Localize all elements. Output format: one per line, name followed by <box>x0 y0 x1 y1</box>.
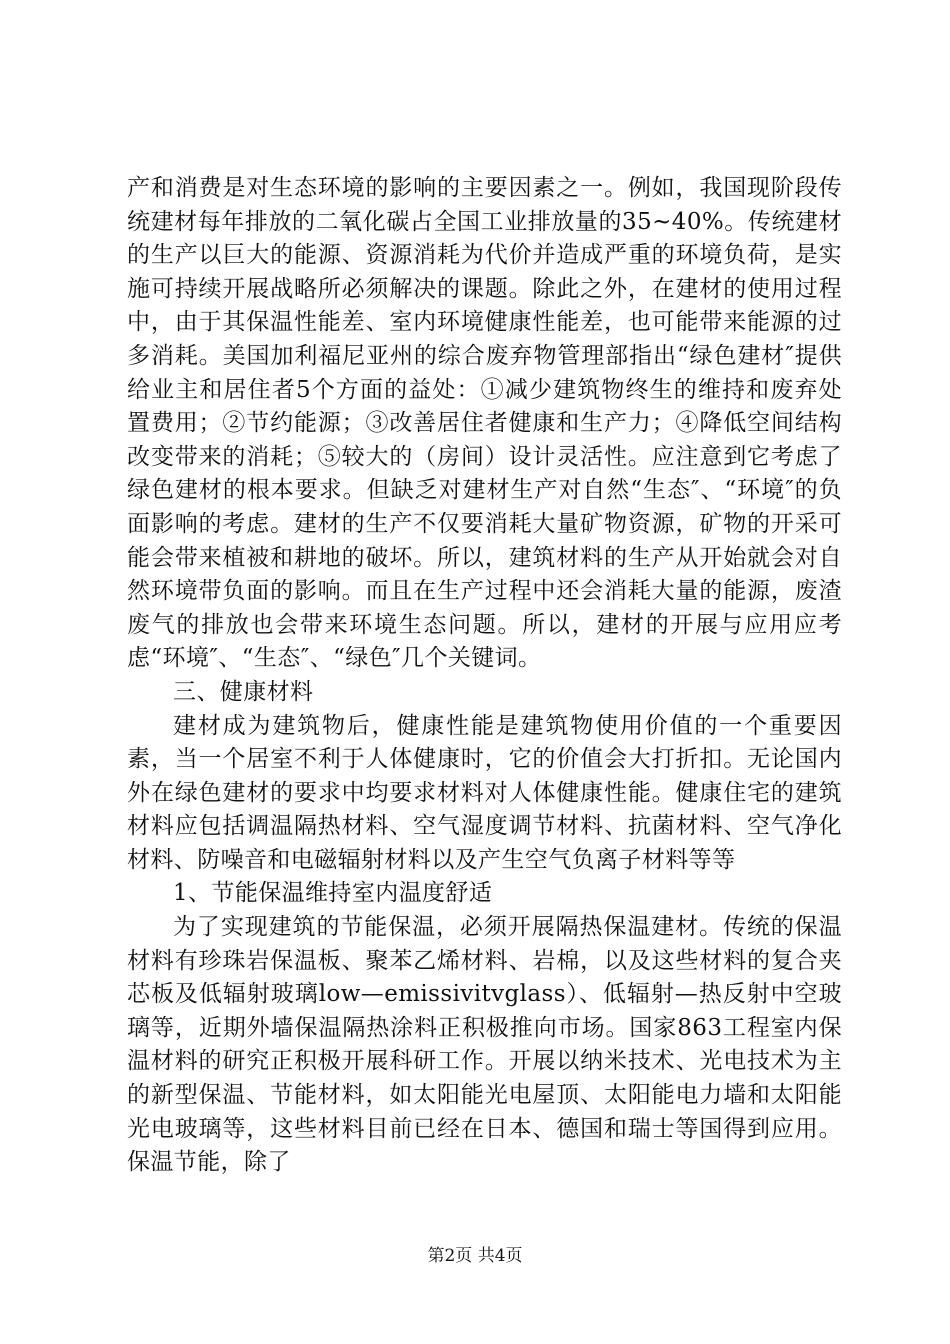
document-body <box>127 172 842 1180</box>
body-paragraph: 产和消费是对生态环境的影响的主要因素之一。例如，我国现阶段传统建材每年排放的二氧化碳占全国工业排放量的35~40%。传统建材的生产以巨大的能源、资源消耗为代价并造成严重的环境负荷，是实施可持续开展战略所必须解决的课题。除此之外，在建材的使用过程中，由于其保温性能差、室内环境健康性能差，也可能带来能源的过多消耗。美国加利福尼亚州的综合废弃物管理部指出“绿色建材″提供给业主和居住者5个方面的益处：①减少建筑物终生的维持和废弃处置费用；②节约能源；③改善居住者健康和生产力；④降低空间结构改变带来的消耗；⑤较大的（房间）设计灵活性。应注意到它考虑了绿色建材的根本要求。但缺乏对建材生产对自然“生态″、“环境″的负面影响的考虑。建材的生产不仅要消耗大量矿物资源，矿物的开采可能会带来植被和耕地的破坏。所以，建筑材料的生产从开始就会对自然环境带负面的影响。而且在生产过程中还会消耗大量的能源，废渣废气的排放也会带来环境生态问题。所以，建材的开展与应用应考虑“环境″、“生态″、“绿色″几个关键词。 <box>127 175 842 672</box>
page-footer: 第2页 共4页 <box>427 1246 523 1266</box>
body-paragraph: 为了实现建筑的节能保温，必须开展隔热保温建材。传统的保温材料有珍珠岩保温板、聚苯乙烯材料、岩棉，以及这些材料的复合夹芯板及低辐射玻璃low—emissivitvglass）、低辐射—热反射中空玻璃等，近期外墙保温隔热涂料正积极推向市场。国家863工程室内保温材料的研究正积极开展科研工作。开展以纳米技术、光电技术为主的新型保温、节能材料，如太阳能光电屋顶、太阳能电力墙和太阳能光电玻璃等，这些材料目前已经在日本、德国和瑞士等国得到应用。保温节能，除了 <box>127 914 842 1176</box>
body-paragraph: 建材成为建筑物后，健康性能是建筑物使用价值的一个重要因素，当一个居室不利于人体健康时，它的价值会大打折扣。无论国内外在绿色建材的要求中均要求材料对人体健康性能。健康住宅的建筑材料应包括调温隔热材料、空气湿度调节材料、抗菌材料、空气净化材料、防噪音和电磁辐射材料以及产生空气负离子材料等等 <box>127 712 842 873</box>
subsection-heading: 1、节能保温维持室内温度舒适 <box>173 880 493 907</box>
section-heading: 三、健康材料 <box>173 678 314 705</box>
